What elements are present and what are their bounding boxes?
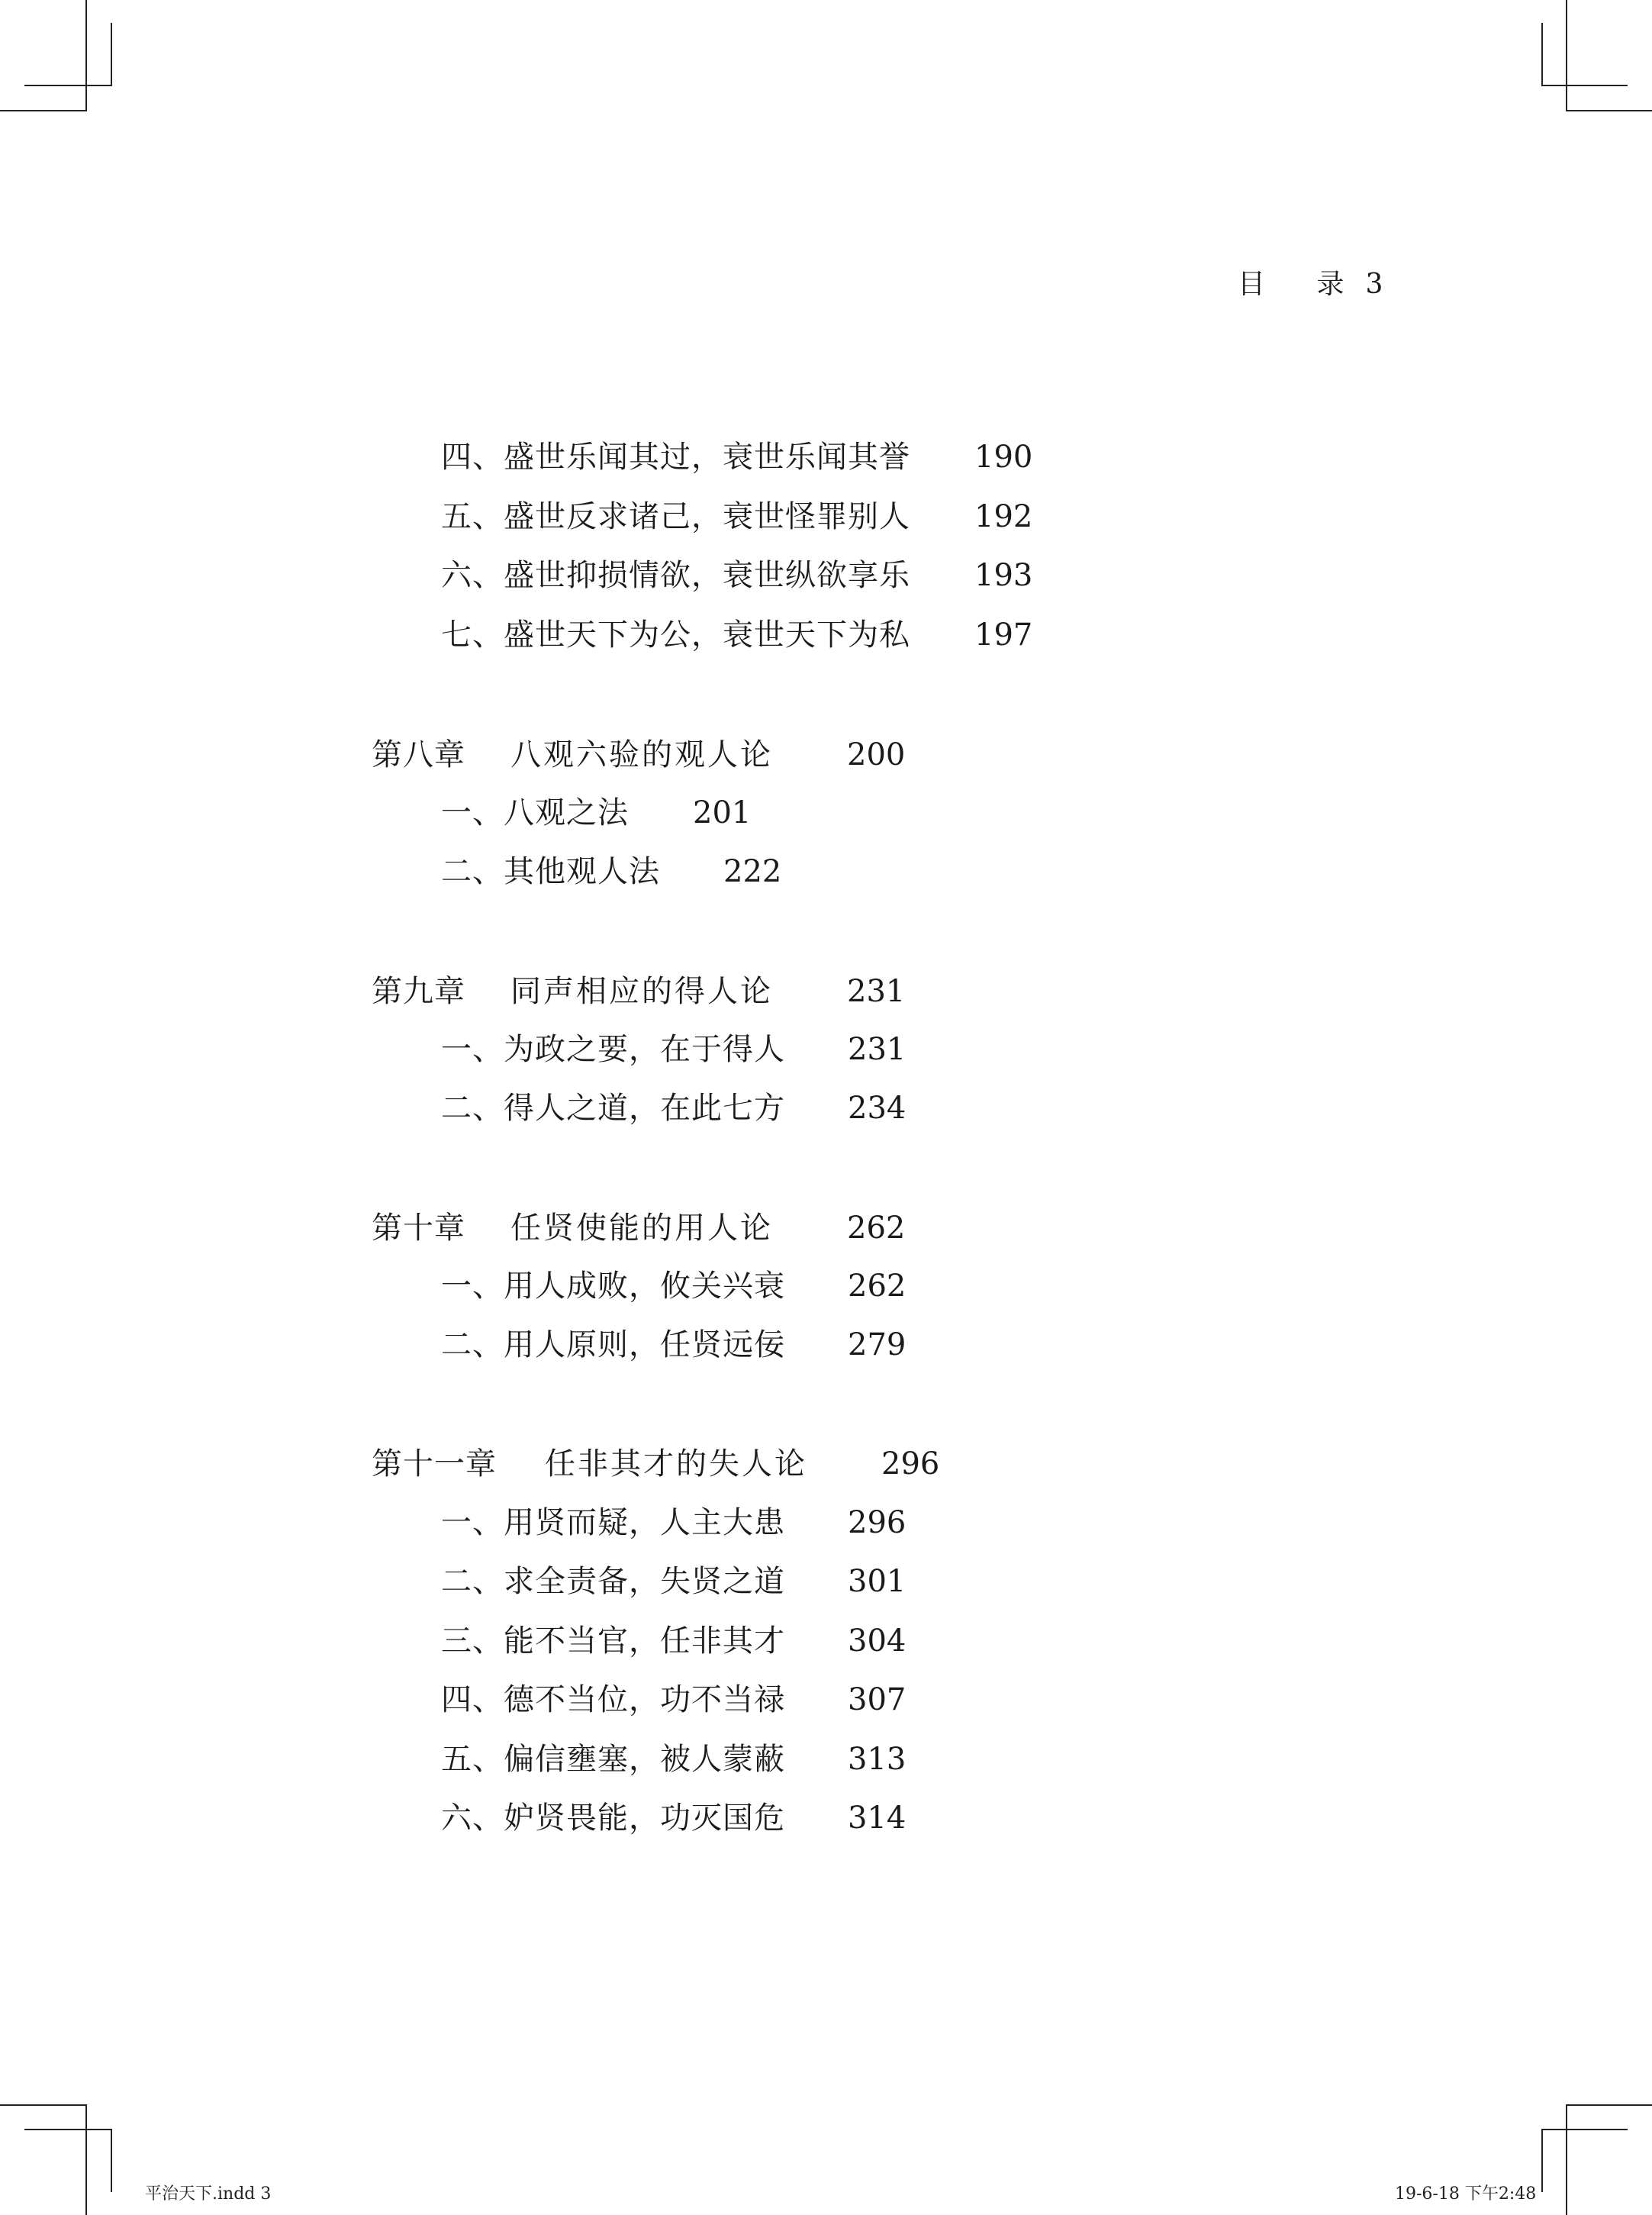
page-number: 3 bbox=[1365, 269, 1385, 300]
entry-page: 222 bbox=[723, 854, 782, 889]
entry-page: 301 bbox=[848, 1564, 907, 1599]
entry-page: 192 bbox=[974, 499, 1033, 534]
footer-timestamp: 19-6-18 下午2:48 bbox=[1395, 2184, 1537, 2204]
toc-entry[interactable]: 三、能不当官，任非其才 304 bbox=[441, 1623, 907, 1659]
toc-entry[interactable]: 四、德不当位，功不当禄 307 bbox=[441, 1682, 907, 1717]
chapter-heading[interactable] bbox=[372, 737, 906, 773]
toc-entry[interactable]: 一、八观之法 201 bbox=[441, 795, 752, 830]
toc-entry[interactable]: 二、得人之道，在此七方 234 bbox=[441, 1091, 907, 1126]
footer-file-name: 平治天下.indd 3 bbox=[145, 2184, 272, 2204]
toc-entry[interactable]: 五、偏信壅塞，被人蒙蔽 313 bbox=[441, 1742, 907, 1777]
chapter-page: 200 bbox=[847, 737, 906, 772]
entry-page: 307 bbox=[848, 1682, 907, 1717]
chapter-heading[interactable] bbox=[372, 1210, 906, 1246]
chapter-number: 第十章 bbox=[372, 1211, 465, 1246]
toc-entry[interactable]: 五、盛世反求诸己，衰世怪罪别人 192 bbox=[441, 499, 1033, 534]
chapter-page: 296 bbox=[881, 1446, 940, 1482]
chapter-page: 231 bbox=[847, 974, 906, 1009]
chapter-heading[interactable] bbox=[372, 973, 906, 1010]
chapter-title: 任贤使能的用人论 bbox=[510, 1211, 773, 1246]
toc-entry[interactable]: 二、求全责备，失贤之道 301 bbox=[441, 1564, 907, 1599]
entry-page: 279 bbox=[848, 1327, 907, 1362]
running-head bbox=[1238, 263, 1384, 301]
toc-entry[interactable]: 四、盛世乐闻其过，衰世乐闻其誉 190 bbox=[441, 440, 1033, 475]
entry-page: 314 bbox=[848, 1801, 907, 1836]
chapter-title: 八观六验的观人论 bbox=[510, 737, 773, 772]
toc-entry[interactable]: 六、妒贤畏能，功灭国危 314 bbox=[441, 1801, 907, 1836]
chapter-number: 第八章 bbox=[372, 737, 465, 772]
toc-entry[interactable]: 一、用人成败，攸关兴衰 262 bbox=[441, 1269, 907, 1304]
entry-page: 201 bbox=[693, 795, 752, 830]
entry-page: 193 bbox=[974, 558, 1033, 593]
toc-entry[interactable]: 七、盛世天下为公，衰世天下为私 197 bbox=[441, 617, 1033, 653]
chapter-number: 第十一章 bbox=[372, 1446, 497, 1482]
chapter-title: 同声相应的得人论 bbox=[510, 974, 773, 1009]
entry-page: 262 bbox=[848, 1269, 907, 1304]
entry-page: 234 bbox=[848, 1091, 907, 1126]
entry-page: 231 bbox=[848, 1032, 907, 1067]
toc-entry[interactable]: 二、用人原则，任贤远佞 279 bbox=[441, 1327, 907, 1362]
entry-page: 304 bbox=[848, 1623, 907, 1659]
entry-page: 296 bbox=[848, 1505, 907, 1540]
running-head-label: 目 录 bbox=[1238, 269, 1366, 300]
chapter-page: 262 bbox=[847, 1211, 906, 1246]
toc-entry[interactable]: 二、其他观人法 222 bbox=[441, 854, 782, 889]
entry-page: 313 bbox=[848, 1742, 907, 1777]
toc-entry[interactable]: 一、用贤而疑，人主大患 296 bbox=[441, 1505, 907, 1540]
chapter-heading[interactable] bbox=[372, 1446, 940, 1482]
chapter-number: 第九章 bbox=[372, 974, 465, 1009]
entry-page: 190 bbox=[974, 440, 1033, 475]
entry-page: 197 bbox=[974, 617, 1033, 653]
toc-entry[interactable]: 六、盛世抑损情欲，衰世纵欲享乐 193 bbox=[441, 558, 1033, 593]
toc-entry[interactable]: 一、为政之要，在于得人 231 bbox=[441, 1032, 907, 1067]
chapter-title: 任非其才的失人论 bbox=[545, 1446, 807, 1482]
